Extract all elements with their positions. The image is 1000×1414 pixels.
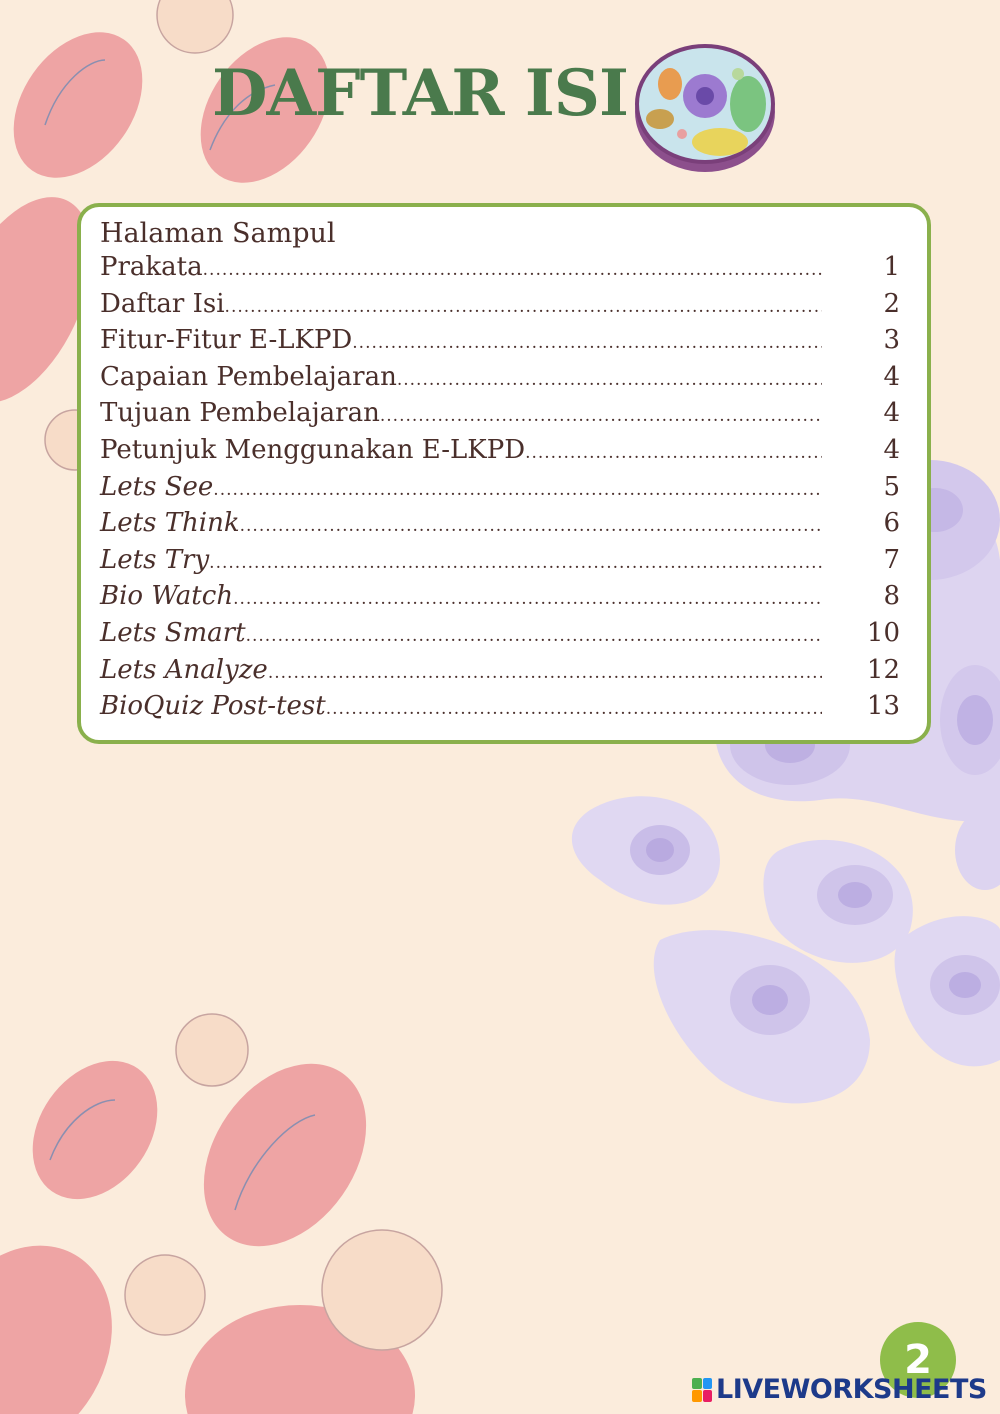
toc-entry [100, 691, 900, 728]
toc-dot-leader [246, 626, 822, 646]
toc-dot-leader [209, 553, 822, 573]
toc-entry-label: Prakata [100, 252, 203, 282]
toc-dot-leader [380, 406, 822, 426]
liveworksheets-watermark [692, 1374, 987, 1405]
toc-dot-leader [525, 443, 822, 463]
toc-dot-leader [213, 480, 822, 500]
toc-dot-leader [268, 663, 822, 683]
toc-entry [100, 508, 900, 545]
toc-entry [100, 398, 900, 435]
toc-entry [100, 472, 900, 509]
toc-entry-page-number: 2 [883, 288, 900, 319]
page-title: DAFTAR ISI [212, 56, 628, 131]
toc-entry [100, 435, 900, 472]
toc-entry-label: Petunjuk Menggunakan E-LKPD [100, 434, 526, 465]
toc-entry-label: BioQuiz Post-test [100, 691, 326, 722]
toc-entry-label: Lets Think [100, 508, 240, 539]
toc-heading: Halaman Sampul [100, 218, 336, 249]
toc-entry-page-number: 1 [883, 252, 900, 282]
toc-entry-label: Lets See [100, 471, 214, 502]
animal-cell-icon [630, 34, 780, 176]
toc-dot-leader [233, 589, 822, 609]
toc-list [100, 252, 900, 728]
toc-entry-page-number: 13 [866, 691, 900, 722]
toc-entry-page-number: 4 [883, 398, 900, 429]
toc-entry-page-number: 6 [883, 508, 900, 539]
toc-entry-page-number: 3 [883, 325, 900, 356]
toc-entry-label: Tujuan Pembelajaran [100, 398, 380, 429]
watermark-text: LIVEWORKSHEETS [716, 1374, 987, 1405]
toc-entry-label: Lets Smart [100, 617, 246, 648]
toc-entry-page-number: 4 [883, 434, 900, 465]
toc-dot-leader [240, 516, 822, 536]
toc-entry [100, 325, 900, 362]
toc-dot-leader [352, 333, 822, 353]
toc-entry [100, 618, 900, 655]
liveworksheets-logo-icon [692, 1378, 712, 1402]
toc-entry-label: Daftar Isi [100, 288, 225, 319]
toc-entry-label: Capaian Pembelajaran [100, 361, 397, 392]
toc-entry [100, 252, 900, 289]
toc-entry-page-number: 12 [866, 654, 900, 685]
toc-dot-leader [203, 260, 822, 280]
toc-entry [100, 545, 900, 582]
toc-entry-page-number: 10 [866, 617, 900, 648]
toc-entry-page-number: 7 [883, 544, 900, 575]
toc-entry [100, 581, 900, 618]
toc-entry [100, 289, 900, 326]
toc-entry-page-number: 8 [883, 581, 900, 612]
toc-dot-leader [326, 699, 822, 719]
toc-entry-label: Lets Try [100, 544, 210, 575]
toc-entry-page-number: 4 [883, 361, 900, 392]
toc-entry-label: Bio Watch [100, 581, 234, 612]
toc-entry [100, 362, 900, 399]
toc-entry-label: Lets Analyze [100, 654, 268, 685]
page-number-badge: 2 [880, 1322, 956, 1398]
toc-entry-page-number: 5 [883, 471, 900, 502]
toc-dot-leader [225, 297, 822, 317]
toc-entry-label: Fitur-Fitur E-LKPD [100, 325, 353, 356]
toc-dot-leader [397, 370, 822, 390]
toc-entry [100, 655, 900, 692]
